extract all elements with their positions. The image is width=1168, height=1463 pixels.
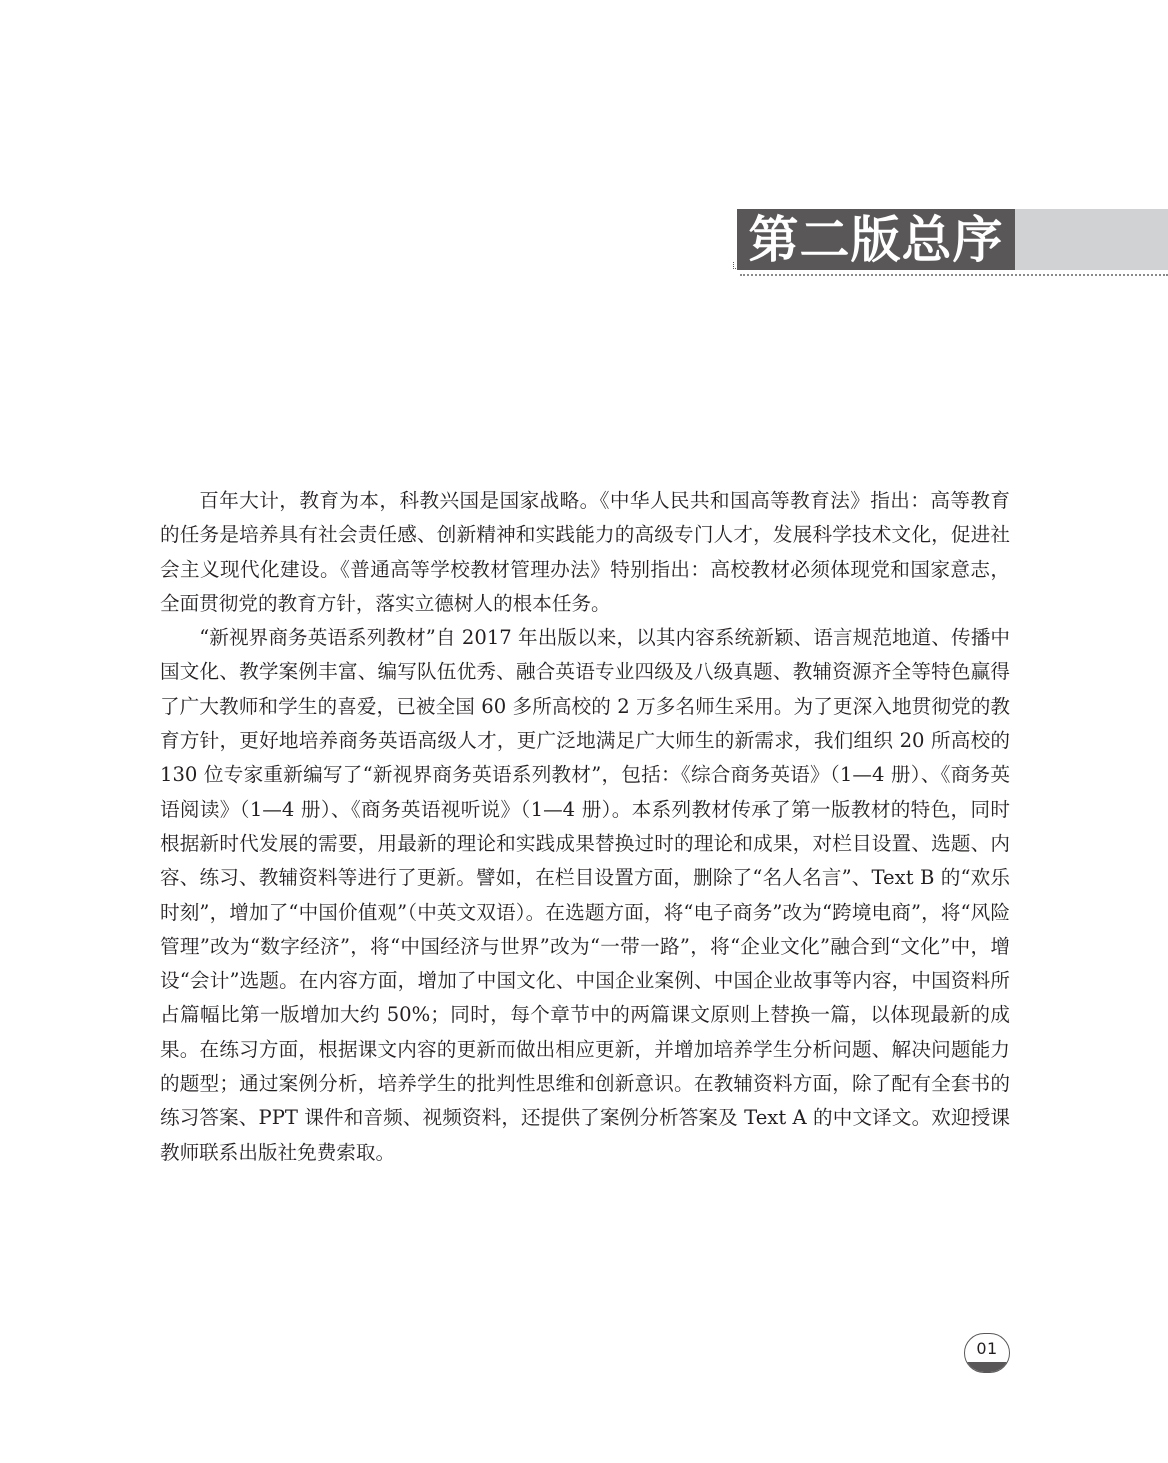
page-number-badge-base [965, 1362, 1009, 1372]
title-box [737, 209, 1015, 270]
paragraph-1: 百年大计，教育为本，科教兴国是国家战略。《中华人民共和国高等教育法》指出：高等教育的任务是培养具有社会责任感、创新精神和实践能力的高级专门人才，发展科学技术文化，促进社会主义现代化建设。《普通高等学校教材管理办法》特别指出：高校教材必须体现党和国家意志，全面贯彻党的教育方针，落实立德树人的根本任务。 [160, 489, 1010, 615]
body-text [160, 484, 1010, 1170]
page-number-badge [964, 1333, 1010, 1373]
page-title: 第二版总序 [748, 210, 1004, 269]
page-number: 01 [976, 1339, 998, 1358]
paragraph-2: “新视界商务英语系列教材”自 2017 年出版以来，以其内容系统新颖、语言规范地道、传播中国文化、教学案例丰富、编写队伍优秀、融合英语专业四级及八级真题、教辅资源齐全等特色赢得了广大教师和学生的喜爱，已被全国 60 多所高校的 2 万多名师生采用。为了更深入地贯彻党的教育方针，更好地培养商务英语高级人才，更广泛地满足广大师生的新需求，我们组织 20 所高校的 130 位专家重新编写了“新视界商务英语系列教材”，包括：《综合商务英语》（1—4 册）、《商务英语阅读》（1—4 册）、《商务英语视听说》（1—4 册）。本系列教材传承了第一版教材的特色，同时根据新时代发展的需要，用最新的理论和实践成果替换过时的理论和成果，对栏目设置、选题、内容、练习、教辅资料等进行了更新。譬如，在栏目设置方面，删除了“名人名言”、Text B 的“欢乐时刻”，增加了“中国价值观”（中英文双语）。在选题方面，将“电子商务”改为“跨境电商”，将“风险管理”改为“数字经济”，将“中国经济与世界”改为“一带一路”，将“企业文化”融合到“文化”中，增设“会计”选题。在内容方面，增加了中国文化、中国企业案例、中国企业故事等内容，中国资料所占篇幅比第一版增加大约 50%；同时，每个章节中的两篇课文原则上替换一篇，以体现最新的成果。在练习方面，根据课文内容的更新而做出相应更新，并增加培养学生分析问题、解决问题能力的题型；通过案例分析，培养学生的批判性思维和创新意识。在教辅资料方面，除了配有全套书的练习答案、PPT 课件和音频、视频资料，还提供了案例分析答案及 Text A 的中文译文。欢迎授课教师联系出版社免费索取。 [160, 626, 1010, 1164]
title-dotted-rule [740, 274, 1168, 276]
title-corner-decoration [733, 262, 740, 269]
title-band [1015, 209, 1168, 270]
